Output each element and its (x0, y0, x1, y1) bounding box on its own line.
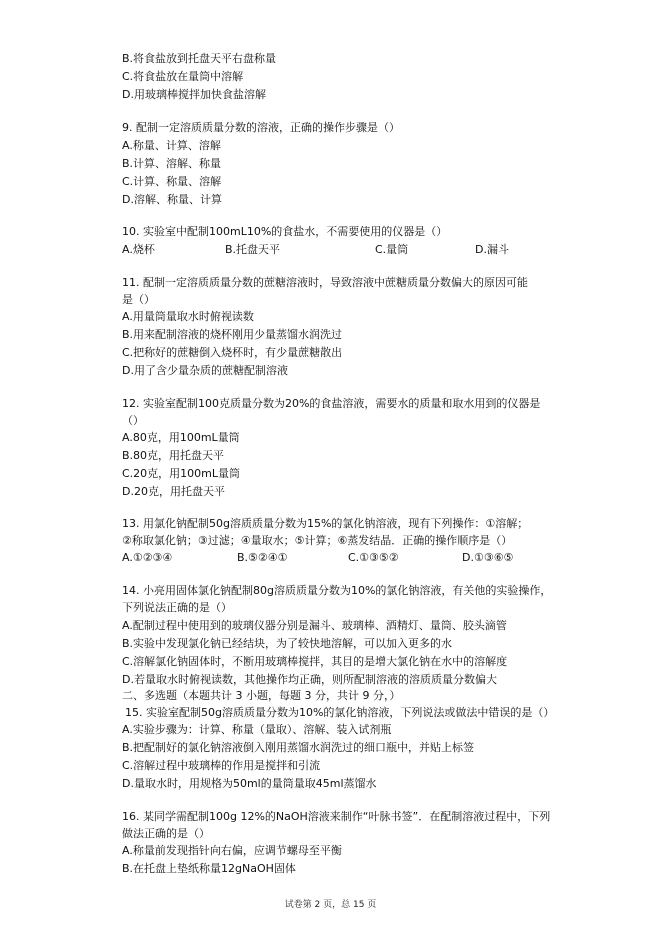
q14-option-b: B.实验中发现氯化钠已经结块，为了较快地溶解，可以加入更多的水 (122, 637, 453, 650)
q12-option-a: A.80克，用100mL量筒 (122, 431, 240, 444)
q14-stem-line1: 14. 小亮用固体氯化钠配制80g溶质质量分数为10%的氯化钠溶液，有关他的实验操作， (122, 584, 552, 597)
q13-options-row (122, 550, 542, 566)
q13-option-b: B.⑤②④① (237, 551, 288, 564)
q13-option-c: C.①③⑤② (348, 551, 399, 564)
q16-option-b: B.在托盘上垫纸称量12gNaOH固体 (122, 862, 296, 875)
q10-option-c: C.量筒 (375, 243, 409, 256)
q11-stem-line2: 是（） (122, 293, 155, 306)
q9-option-c: C.计算、称量、溶解 (122, 175, 222, 188)
q8-option-d: D.用玻璃棒搅拌加快食盐溶解 (122, 88, 266, 101)
q15-option-b: B.把配制好的氯化钠溶液倒入刚用蒸馏水润洗过的细口瓶中，并贴上标签 (122, 741, 475, 754)
q15-option-a: A.实验步骤为：计算、称量（量取）、溶解、装入试剂瓶 (122, 723, 392, 736)
q14-option-a: A.配制过程中使用到的玻璃仪器分别是漏斗、玻璃棒、酒精灯、量筒、胶头滴管 (122, 619, 507, 632)
q9-option-d: D.溶解、称量、计算 (122, 193, 222, 206)
q16-stem-line1: 16. 某同学需配制100g 12%的NaOH溶液来制作“叶脉书签”．在配制溶液过程中，下列 (122, 810, 551, 823)
q14-option-d: D.若量取水时俯视读数，其他操作均正确，则所配制溶液的溶质质量分数偏大 (122, 673, 497, 686)
q16-option-a: A.称量前发现指针向右偏，应调节螺母至平衡 (122, 844, 342, 857)
section-2-heading: 二、多选题（本题共计 3 小题，每题 3 分，共计 9 分，） (122, 689, 401, 702)
q13-option-d: D.①③⑥⑤ (462, 551, 514, 564)
q12-option-d: D.20克，用托盘天平 (122, 485, 225, 498)
q13-option-a: A.①②③④ (122, 551, 173, 564)
q11-option-d: D.用了含少量杂质的蔗糖配制溶液 (122, 364, 288, 377)
q10-stem: 10. 实验室中配制100mL10%的食盐水，不需要使用的仪器是（） (122, 225, 448, 238)
q10-option-b: B.托盘天平 (225, 243, 281, 256)
q11-stem-line1: 11. 配制一定溶质质量分数的蔗糖溶液时，导致溶液中蔗糖质量分数偏大的原因可能 (122, 276, 528, 289)
q14-stem-line2: 下列说法正确的是（） (122, 601, 232, 614)
q15-stem: 15. 实验室配制50g溶质质量分数为10%的氯化钠溶液，下列说法或做法中错误的是（） (125, 706, 555, 719)
q8-option-b: B.将食盐放到托盘天平右盘称量 (122, 52, 277, 65)
q8-option-c: C.将食盐放在量筒中溶解 (122, 70, 244, 83)
q11-option-b: B.用来配制溶液的烧杯刚用少量蒸馏水润洗过 (122, 328, 343, 341)
q12-option-b: B.80克，用托盘天平 (122, 449, 225, 462)
q16-stem-line2: 做法正确的是（） (122, 827, 210, 840)
q11-option-c: C.把称好的蔗糖倒入烧杯时，有少量蔗糖散出 (122, 346, 343, 359)
q13-stem-line1: 13. 用氯化钠配制50g溶质质量分数为15%的氯化钠溶液，现有下列操作：①溶解； (122, 517, 529, 530)
q9-stem: 9. 配制一定溶质质量分数的溶液，正确的操作步骤是（） (122, 121, 400, 134)
q9-option-a: A.称量、计算、溶解 (122, 139, 221, 152)
q10-option-d: D.漏斗 (475, 243, 509, 256)
q15-option-c: C.溶解过程中玻璃棒的作用是搅拌和引流 (122, 759, 321, 772)
q12-stem-line2: （） (122, 414, 144, 427)
q14-option-c: C.溶解氯化钠固体时，不断用玻璃棒搅拌，其目的是增大氯化钠在水中的溶解度 (122, 655, 508, 668)
q10-option-a: A.烧杯 (122, 243, 155, 256)
q15-option-d: D.量取水时，用规格为50ml的量筒量取45ml蒸馏水 (122, 777, 377, 790)
q9-option-b: B.计算、溶解、称量 (122, 157, 222, 170)
q11-option-a: A.用量筒量取水时俯视读数 (122, 310, 254, 323)
q12-option-c: C.20克，用100mL量筒 (122, 467, 241, 480)
q13-stem-line2: ②称取氯化钠；③过滤；④量取水；⑤计算；⑥蒸发结晶．正确的操作顺序是（） (122, 534, 513, 547)
page-footer: 试卷第 2 页，总 15 页 (284, 900, 377, 910)
q12-stem-line1: 12. 实验室配制100克质量分数为20%的食盐溶液，需要水的质量和取水用到的仪器是 (122, 397, 541, 410)
q10-options-row (122, 242, 542, 258)
